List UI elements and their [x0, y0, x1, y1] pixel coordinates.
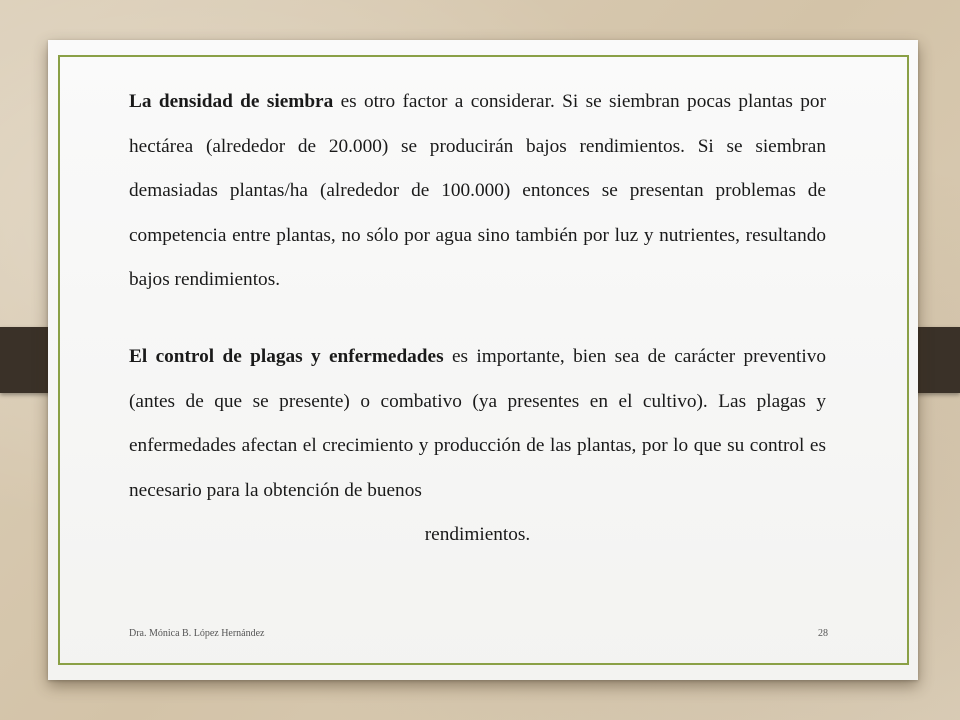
paragraph-pest-control-text: es importante, bien sea de carácter preventivo (antes de que se presente) o combativo (ya presentes en el cultivo). Las plagas y enfermedades afectan el crecimiento y producción de las plantas, por lo que su control es necesario para la obtención de buenos [129, 345, 826, 501]
paragraph-planting-density-text: es otro factor a considerar. Si se siembran pocas plantas por hectárea (alrededor de 20.000) se producirán bajos rendimientos. Si se siembran demasiadas plantas/ha (alrededor de 100.000) entonces se presentan problemas de competencia entre plantas, no sólo por agua sino también por luz y nutrientes, resultando bajos rendimientos. [129, 91, 826, 291]
footer-author: Dra. Mónica B. López Hernández [129, 628, 265, 639]
slide-paper [48, 40, 918, 680]
paragraph-planting-density-heading: La densidad de siembra [129, 91, 334, 112]
slide-body [129, 80, 826, 558]
paragraph-pest-control [129, 335, 826, 513]
paragraph-pest-control-heading: El control de plagas y enfermedades [129, 345, 444, 367]
paragraph-pest-control-last-line: rendimientos. [424, 524, 531, 546]
paragraph-planting-density [129, 80, 826, 303]
footer-page-number: 28 [818, 628, 828, 639]
